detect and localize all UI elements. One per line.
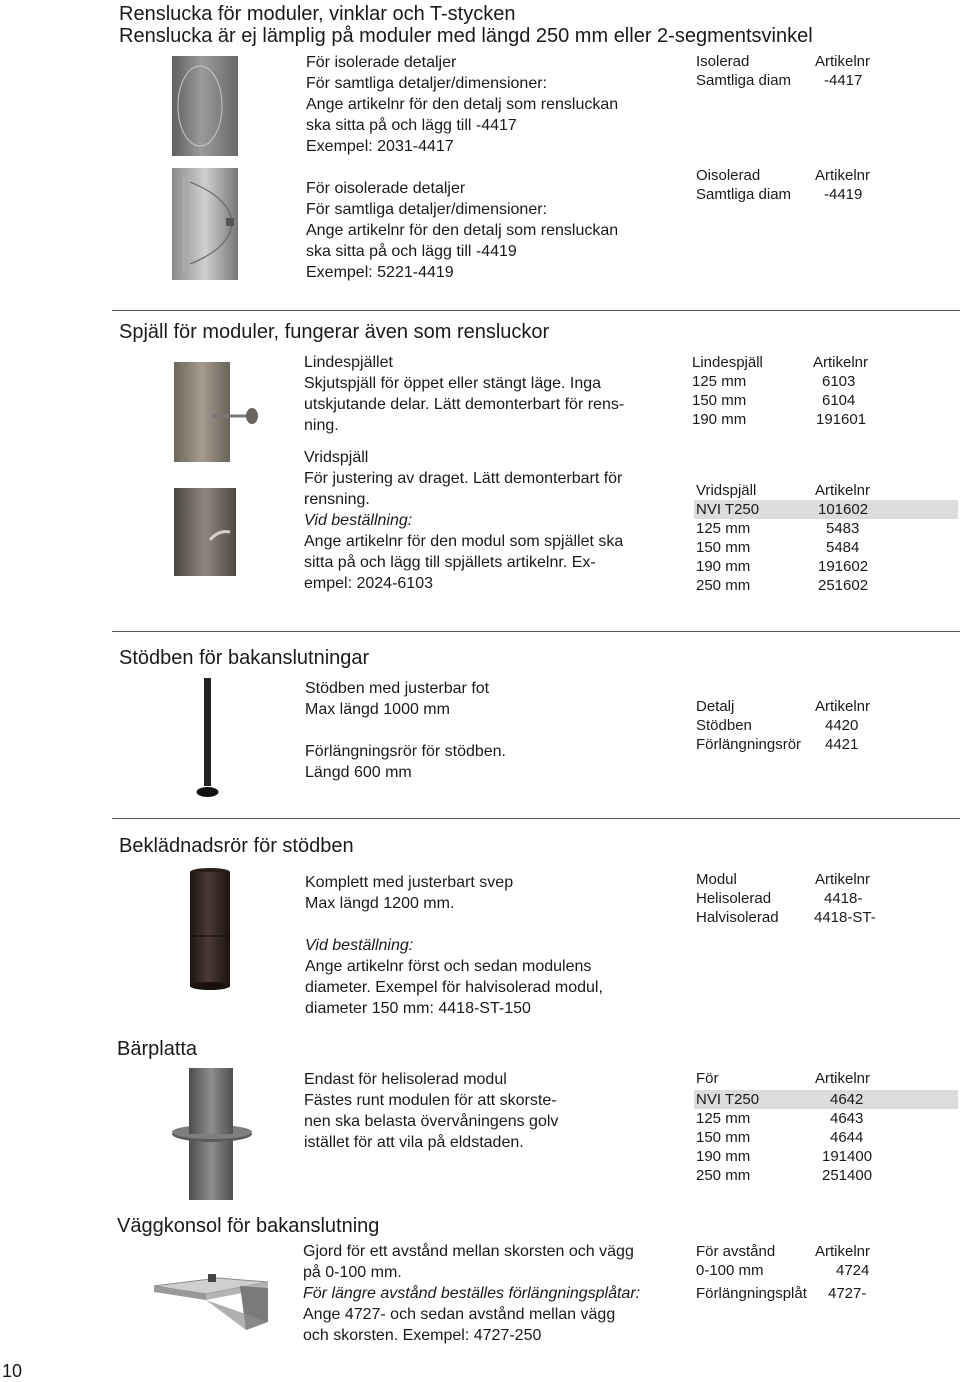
section-title-barplatta: Bärplatta (117, 1038, 198, 1060)
section-divider (112, 818, 960, 819)
barplatta-text: Endast för helisolerad modul Fästes runt modulen för att skorste- nen ska belasta övervåningens golv istället för att vila på eldstaden. (304, 1071, 559, 1151)
table-renslucka-oisolerad: Oisolerad Artikelnr Samtliga diam -4419 (696, 167, 870, 203)
stodben-text: Stödben med justerbar fot Max längd 1000 mm Förlängningsrör för stödben. Längd 600 mm (305, 680, 506, 781)
section-title-stodben: Stödben för bakanslutningar (119, 647, 370, 669)
table-lindespjall: Lindespjäll Artikelnr 125 mm 6103 150 mm 6104 190 mm 191601 (692, 354, 868, 428)
photo-bekladnadsror (186, 866, 238, 992)
photo-lindespjall (172, 362, 262, 462)
photo-barplatta (168, 1064, 258, 1204)
table-barplatta: För Artikelnr NVI T250 4642 125 mm 4643 150 mm 4644 190 mm 191400 250 mm 251400 (694, 1069, 958, 1185)
renslucka-isolerad-text: För isolerade detaljer För samtliga detaljer/dimensioner: Ange artikelnr för den detalj som rensluckan ska sitta på och lägg till -4417 Exempel: 2031-4417 (306, 54, 619, 155)
bekladnadsror-text: Komplett med justerbart svep Max längd 1200 mm. Vid beställning: Ange artikelnr först och sedan modulens diameter. Exempel för halvisolerad modul, diameter 150 mm: 4418-ST-150 (305, 874, 603, 1017)
section-subtitle-renslucka: Renslucka är ej lämplig på moduler med längd 250 mm eller 2-segmentsvinkel (119, 25, 813, 47)
photo-isolerad-renslucka (170, 56, 240, 156)
vridspjall-text: Vridspjäll För justering av draget. Lätt demonterbart för rensning. Vid beställning: Ange artikelnr för den modul som spjället ska sitta på och lägg till spjällets artikelnr. Ex- empel: 2024-6103 (304, 449, 624, 592)
table-vaggkonsol: För avstånd Artikelnr 0-100 mm 4724 Förlängningsplåt 4727- (696, 1243, 870, 1302)
page-number: 10 (2, 1361, 23, 1381)
photo-vridspjall (172, 488, 242, 576)
section-title-bekladnadsror: Beklädnadsrör för stödben (119, 835, 354, 857)
section-divider (112, 310, 960, 311)
table-stodben: Detalj Artikelnr Stödben 4420 Förlängningsrör 4421 (696, 698, 870, 753)
photo-oisolerad-renslucka (170, 168, 240, 280)
section-title-vaggkonsol: Väggkonsol för bakanslutning (117, 1215, 380, 1237)
table-renslucka-isolerad: Isolerad Artikelnr Samtliga diam -4417 (696, 53, 870, 89)
section-title-renslucka: Renslucka för moduler, vinklar och T-stycken (119, 3, 516, 25)
photo-stodben (188, 676, 228, 802)
renslucka-oisolerad-text: För oisolerade detaljer För samtliga detaljer/dimensioner: Ange artikelnr för den detalj som rensluckan ska sitta på och lägg till -4419 Exempel: 5221-4419 (306, 180, 619, 281)
table-vridspjall: Vridspjäll Artikelnr NVI T250 101602 125 mm 5483 150 mm 5484 190 mm 191602 250 mm 251602 (694, 481, 958, 595)
lindespjall-text: Lindespjället Skjutspjäll för öppet eller stängt läge. Inga utskjutande delar. Lätt demonterbart för rens- ning. (304, 354, 625, 434)
table-bekladnadsror: Modul Artikelnr Helisolerad 4418- Halvisolerad 4418-ST- (696, 871, 876, 926)
section-title-spjall: Spjäll för moduler, fungerar även som rensluckor (119, 321, 550, 343)
section-divider (112, 631, 960, 632)
photo-vaggkonsol (150, 1266, 276, 1338)
vaggkonsol-text: Gjord för ett avstånd mellan skorsten och vägg på 0-100 mm. För längre avstånd beställes förlängningsplåtar: Ange 4727- och sedan avstånd mellan vägg och skorsten. Exempel: 4727-250 (303, 1243, 641, 1344)
